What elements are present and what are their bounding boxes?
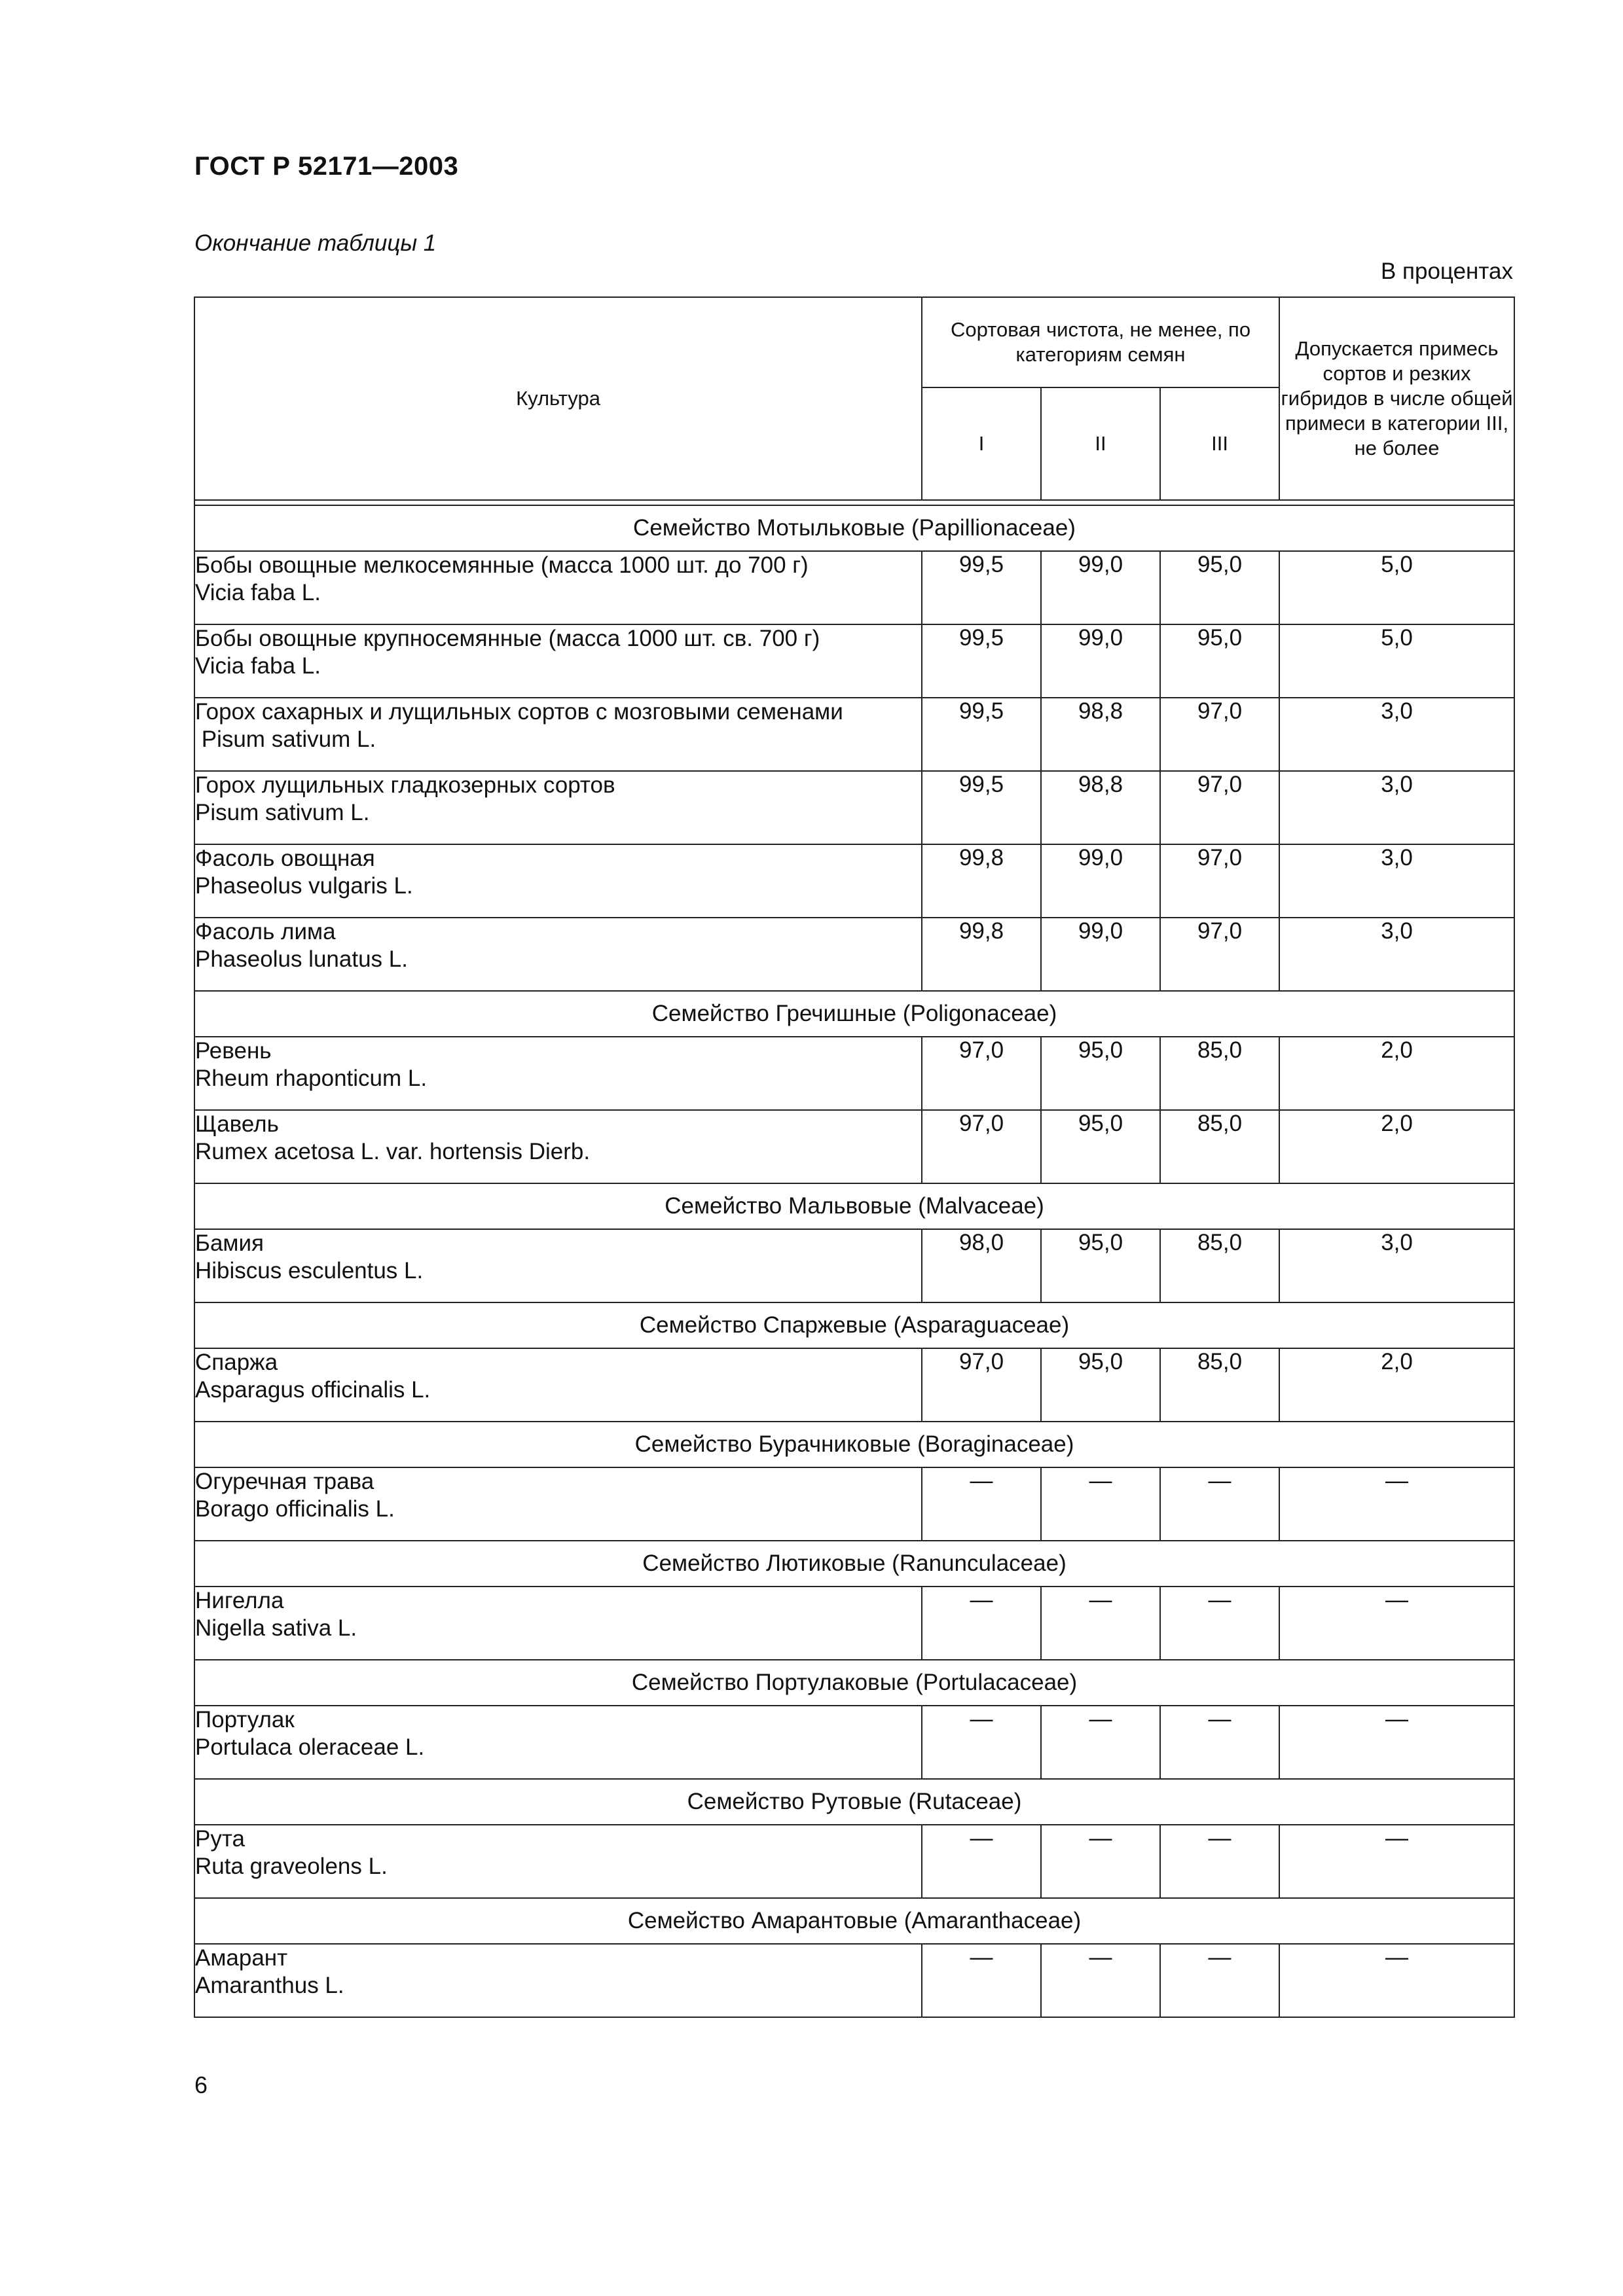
crop-name-latin: Phaseolus vulgaris L. (195, 873, 413, 899)
crop-name-cell (194, 918, 922, 991)
crop-name-cell (194, 1706, 922, 1779)
crop-row (194, 1706, 1514, 1779)
family-name: Семейство Портулаковые (Portulacaceae) (194, 1660, 1514, 1706)
crop-row (194, 1229, 1514, 1302)
admixture-value: 5,0 (1279, 624, 1514, 698)
header-category-2: II (1041, 387, 1160, 500)
family-name: Семейство Лютиковые (Ranunculaceae) (194, 1541, 1514, 1587)
crop-name-latin: Asparagus officinalis L. (195, 1377, 431, 1403)
seed-purity-table (194, 296, 1515, 2018)
category-3-value: 97,0 (1160, 844, 1279, 918)
category-3-value: 85,0 (1160, 1110, 1279, 1183)
category-1-value: — (922, 1825, 1041, 1898)
category-2-value: 99,0 (1041, 918, 1160, 991)
category-2-value: 95,0 (1041, 1348, 1160, 1422)
category-1-value: 99,5 (922, 698, 1041, 771)
family-name: Семейство Гречишные (Poligonaceae) (194, 991, 1514, 1037)
crop-name-cell (194, 844, 922, 918)
crop-name-cell (194, 1229, 922, 1302)
category-1-value: 97,0 (922, 1037, 1041, 1110)
family-name: Семейство Бурачниковые (Boraginaceae) (194, 1422, 1514, 1467)
crop-name-latin: Pisum sativum L. (195, 800, 370, 825)
table-caption: Окончание таблицы 1 (194, 230, 437, 256)
category-2-value: 98,8 (1041, 771, 1160, 844)
crop-name-latin: Nigella sativa L. (195, 1615, 357, 1641)
category-2-value: 95,0 (1041, 1037, 1160, 1110)
crop-name-ru: Горох лущильных гладкозерных сортов (195, 772, 615, 798)
header-category-1: I (922, 387, 1041, 500)
crop-name-ru: Нигелла (195, 1588, 284, 1613)
crop-name-cell (194, 1348, 922, 1422)
crop-name-cell (194, 551, 922, 624)
crop-row (194, 698, 1514, 771)
crop-name-cell (194, 771, 922, 844)
category-3-value: 85,0 (1160, 1348, 1279, 1422)
crop-name-latin: Rumex acetosa L. var. hortensis Dierb. (195, 1139, 591, 1164)
crop-name-ru: Огуречная трава (195, 1469, 374, 1494)
admixture-value: 2,0 (1279, 1110, 1514, 1183)
crop-name-cell (194, 1037, 922, 1110)
crop-row (194, 1587, 1514, 1660)
category-1-value: 99,8 (922, 844, 1041, 918)
crop-name-ru: Бамия (195, 1230, 264, 1256)
category-3-value: — (1160, 1944, 1279, 2017)
family-name: Семейство Амарантовые (Amaranthaceae) (194, 1898, 1514, 1944)
category-2-value: 95,0 (1041, 1229, 1160, 1302)
category-1-value: 97,0 (922, 1348, 1041, 1422)
admixture-value: — (1279, 1587, 1514, 1660)
category-1-value: 97,0 (922, 1110, 1041, 1183)
crop-row (194, 624, 1514, 698)
crop-name-latin: Portulaca oleraceae L. (195, 1734, 425, 1760)
category-1-value: 99,5 (922, 771, 1041, 844)
category-3-value: 97,0 (1160, 771, 1279, 844)
family-row (194, 1183, 1514, 1229)
crop-name-ru: Фасоль овощная (195, 846, 375, 871)
crop-row (194, 918, 1514, 991)
units-label: В процентах (1380, 259, 1513, 284)
family-row (194, 505, 1514, 551)
category-2-value: 98,8 (1041, 698, 1160, 771)
category-3-value: 95,0 (1160, 551, 1279, 624)
page-number: 6 (194, 2072, 208, 2098)
crop-name-cell (194, 1587, 922, 1660)
category-3-value: 85,0 (1160, 1229, 1279, 1302)
family-row (194, 991, 1514, 1037)
category-1-value: 98,0 (922, 1229, 1041, 1302)
crop-name-cell (194, 1110, 922, 1183)
family-row (194, 1898, 1514, 1944)
header-separator (194, 500, 1514, 505)
category-3-value: — (1160, 1706, 1279, 1779)
crop-name-cell (194, 1944, 922, 2017)
crop-row (194, 1944, 1514, 2017)
admixture-value: — (1279, 1467, 1514, 1541)
document-code: ГОСТ Р 52171—2003 (194, 152, 459, 181)
crop-name-latin: Pisum sativum L. (195, 726, 376, 752)
family-name: Семейство Спаржевые (Asparaguaceae) (194, 1302, 1514, 1348)
category-3-value: 85,0 (1160, 1037, 1279, 1110)
header-category-3: III (1160, 387, 1279, 500)
header-purity: Сортовая чистота, не менее, по категориям семян (922, 297, 1279, 387)
admixture-value: 3,0 (1279, 844, 1514, 918)
category-3-value: — (1160, 1587, 1279, 1660)
crop-name-ru: Горох сахарных и лущильных сортов с мозговыми семенами (195, 699, 843, 725)
category-2-value: — (1041, 1587, 1160, 1660)
category-2-value: — (1041, 1467, 1160, 1541)
admixture-value: — (1279, 1706, 1514, 1779)
admixture-value: 5,0 (1279, 551, 1514, 624)
crop-name-ru: Фасоль лима (195, 919, 336, 944)
family-row (194, 1779, 1514, 1825)
admixture-value: — (1279, 1825, 1514, 1898)
crop-name-latin: Amaranthus L. (195, 1973, 344, 1998)
crop-name-ru: Портулак (195, 1707, 295, 1732)
category-2-value: 99,0 (1041, 844, 1160, 918)
admixture-value: 3,0 (1279, 698, 1514, 771)
category-3-value: — (1160, 1467, 1279, 1541)
admixture-value: 3,0 (1279, 1229, 1514, 1302)
crop-name-latin: Hibiscus esculentus L. (195, 1258, 424, 1283)
crop-name-cell (194, 624, 922, 698)
family-row (194, 1302, 1514, 1348)
table-body (194, 505, 1514, 2017)
category-1-value: 99,8 (922, 918, 1041, 991)
crop-name-ru: Щавель (195, 1111, 279, 1137)
admixture-value: — (1279, 1944, 1514, 2017)
crop-row (194, 1110, 1514, 1183)
crop-row (194, 1348, 1514, 1422)
category-2-value: — (1041, 1944, 1160, 2017)
category-1-value: — (922, 1467, 1041, 1541)
category-3-value: 95,0 (1160, 624, 1279, 698)
admixture-value: 3,0 (1279, 771, 1514, 844)
family-row (194, 1660, 1514, 1706)
crop-row (194, 844, 1514, 918)
family-name: Семейство Мальвовые (Malvaceae) (194, 1183, 1514, 1229)
family-name: Семейство Рутовые (Rutaceae) (194, 1779, 1514, 1825)
category-3-value: — (1160, 1825, 1279, 1898)
crop-name-latin: Vicia faba L. (195, 653, 321, 679)
category-3-value: 97,0 (1160, 918, 1279, 991)
admixture-value: 3,0 (1279, 918, 1514, 991)
category-1-value: 99,5 (922, 624, 1041, 698)
category-1-value: — (922, 1587, 1041, 1660)
crop-name-latin: Rheum rhaponticum L. (195, 1066, 428, 1091)
crop-name-cell (194, 1467, 922, 1541)
crop-name-ru: Бобы овощные крупносемянные (масса 1000 шт. св. 700 г) (195, 626, 820, 651)
family-name: Семейство Мотыльковые (Papillionaceae) (194, 505, 1514, 551)
crop-name-ru: Ревень (195, 1038, 272, 1064)
category-2-value: — (1041, 1706, 1160, 1779)
category-2-value: 95,0 (1041, 1110, 1160, 1183)
crop-name-ru: Спаржа (195, 1350, 278, 1375)
category-1-value: — (922, 1706, 1041, 1779)
admixture-value: 2,0 (1279, 1348, 1514, 1422)
admixture-value: 2,0 (1279, 1037, 1514, 1110)
category-2-value: 99,0 (1041, 624, 1160, 698)
category-3-value: 97,0 (1160, 698, 1279, 771)
crop-row (194, 1825, 1514, 1898)
crop-name-cell (194, 1825, 922, 1898)
family-row (194, 1422, 1514, 1467)
crop-name-cell (194, 698, 922, 771)
category-1-value: 99,5 (922, 551, 1041, 624)
crop-row (194, 551, 1514, 624)
crop-name-latin: Borago officinalis L. (195, 1496, 395, 1522)
header-culture: Культура (194, 297, 922, 500)
category-1-value: — (922, 1944, 1041, 2017)
crop-name-latin: Ruta graveolens L. (195, 1854, 388, 1879)
crop-row (194, 771, 1514, 844)
family-row (194, 1541, 1514, 1587)
crop-row (194, 1037, 1514, 1110)
crop-name-latin: Vicia faba L. (195, 580, 321, 605)
crop-name-ru: Бобы овощные мелкосемянные (масса 1000 шт. до 700 г) (195, 552, 809, 578)
category-2-value: 99,0 (1041, 551, 1160, 624)
header-admixture: Допускается примесь сортов и резких гибридов в числе общей примеси в категории III, не более (1279, 297, 1514, 500)
crop-name-ru: Амарант (195, 1945, 288, 1971)
crop-name-ru: Рута (195, 1826, 245, 1852)
crop-row (194, 1467, 1514, 1541)
category-2-value: — (1041, 1825, 1160, 1898)
crop-name-latin: Phaseolus lunatus L. (195, 946, 408, 972)
